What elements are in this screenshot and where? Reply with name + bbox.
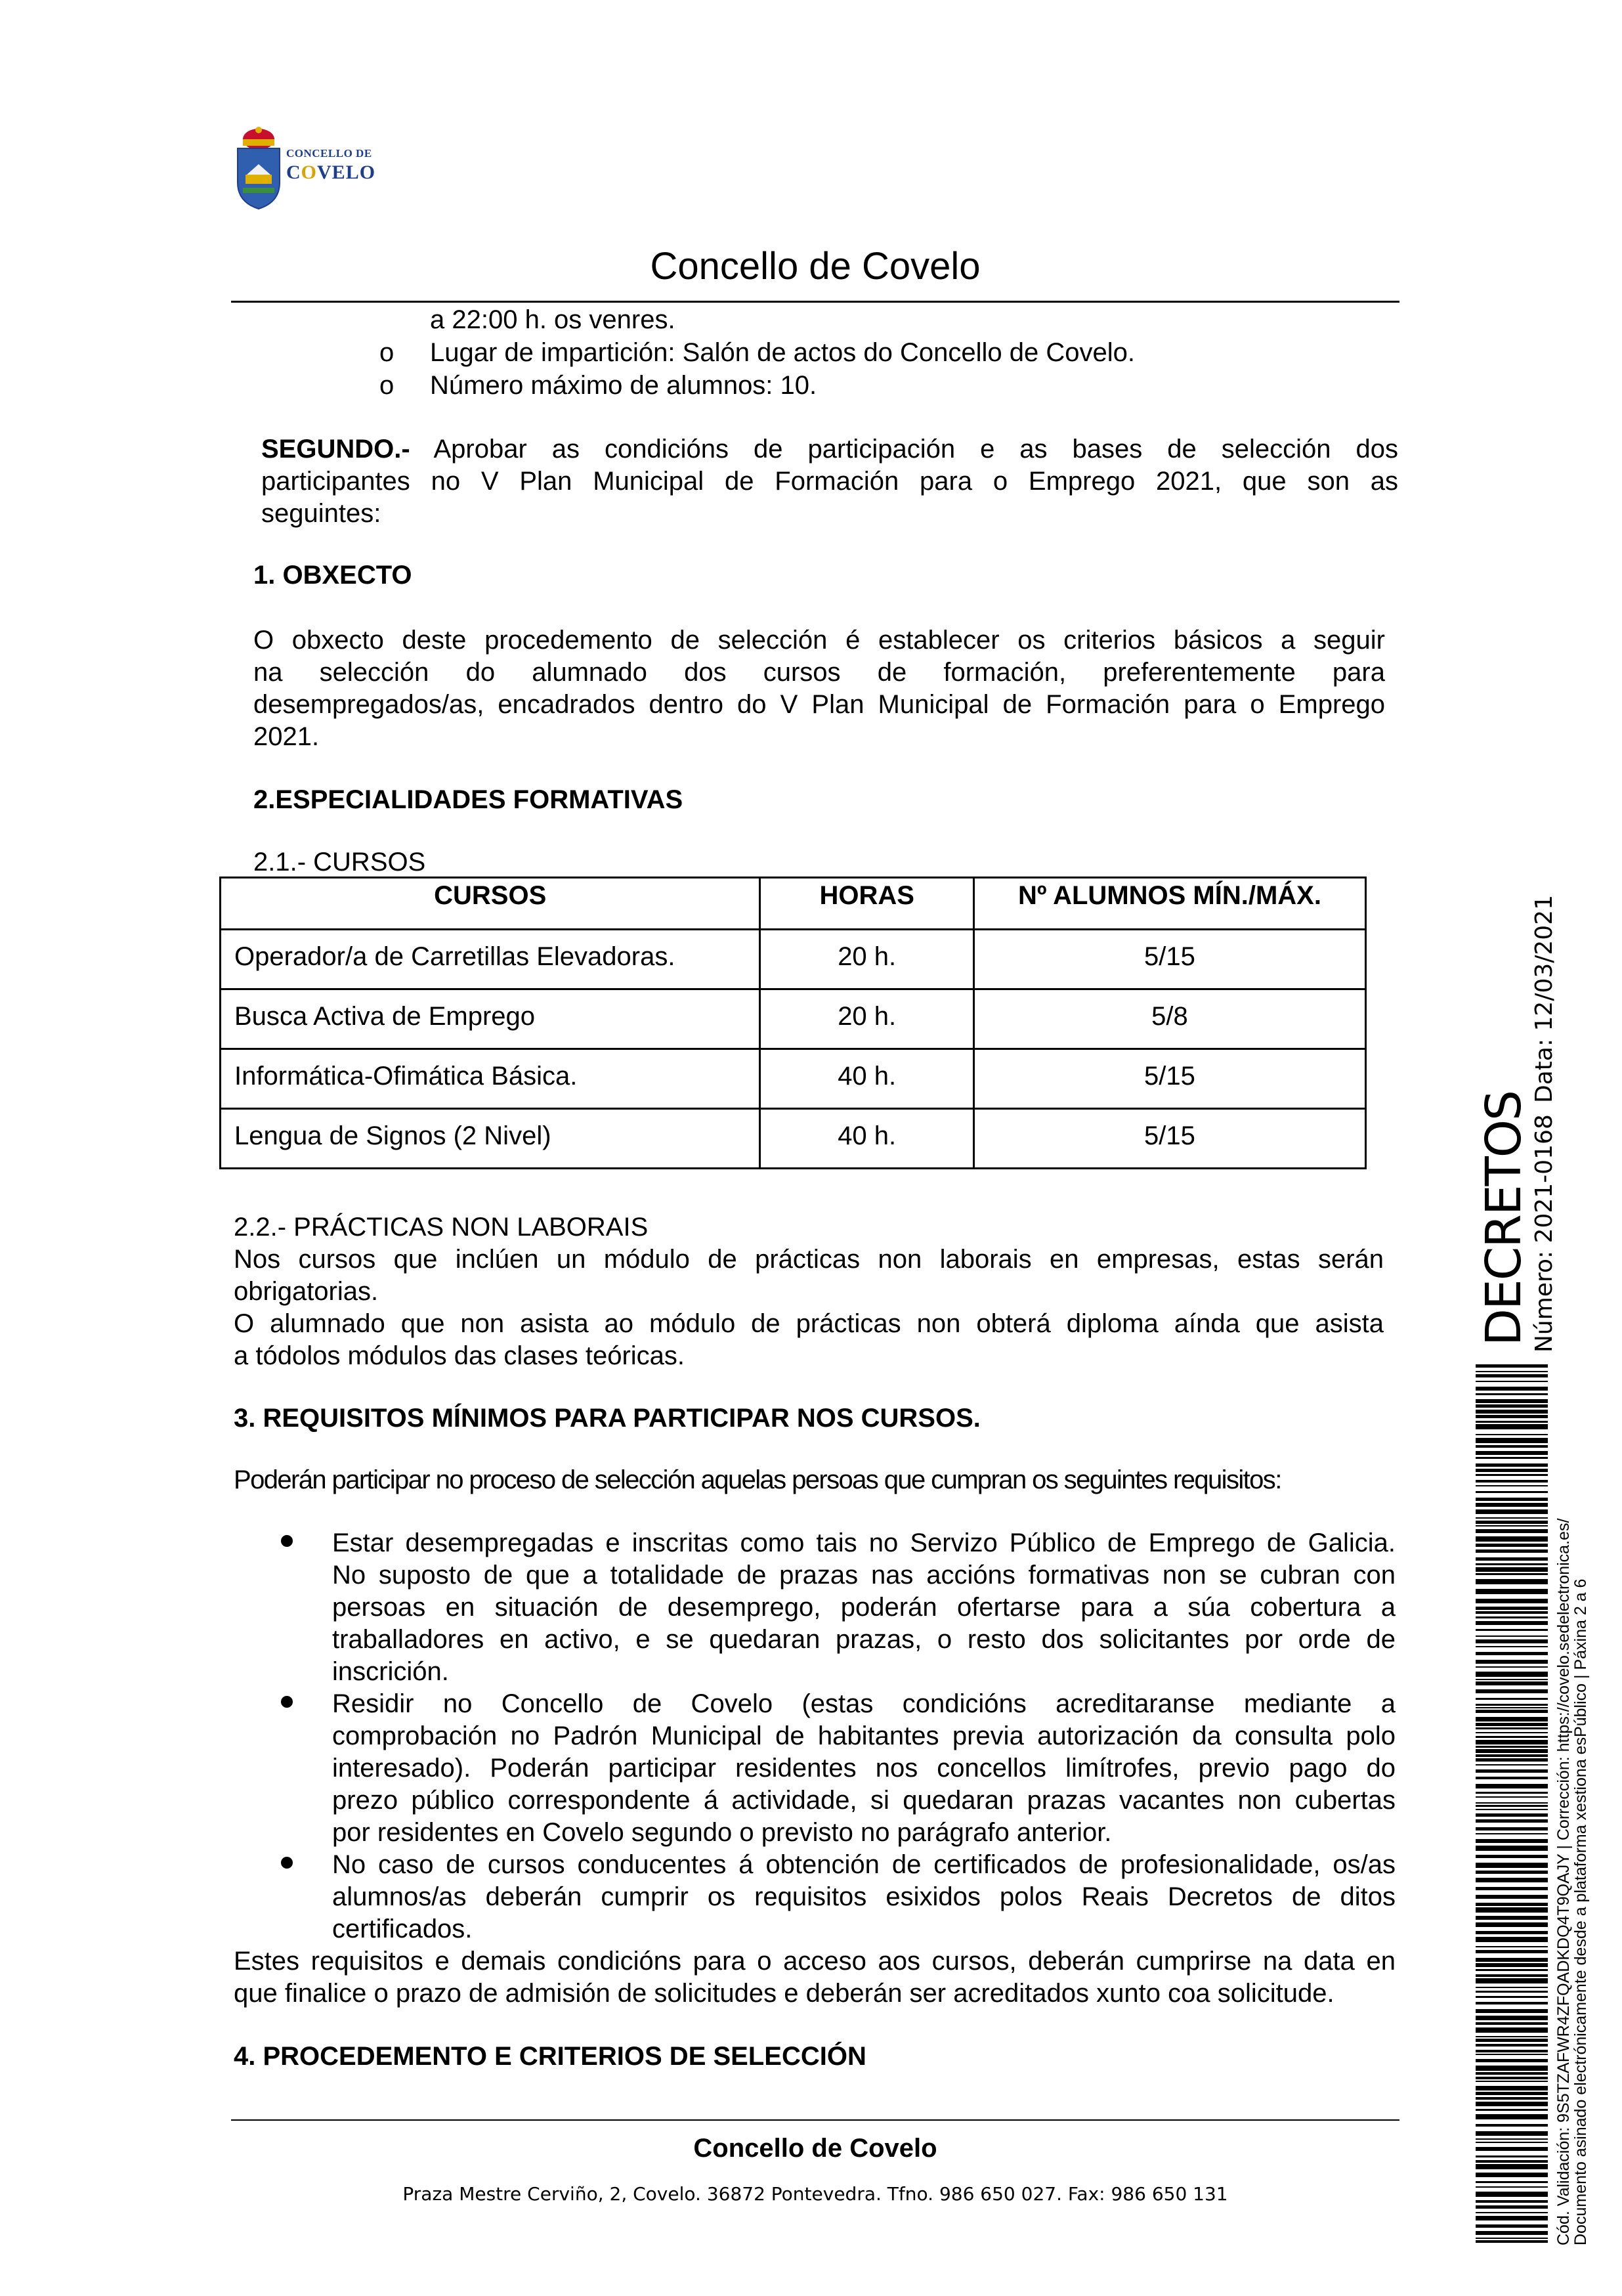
bullet-icon [281, 1696, 293, 1708]
barcode-bar [1476, 2216, 1548, 2220]
table-cell: Busca Activa de Emprego [221, 989, 760, 1049]
barcode-bar [1476, 2022, 1548, 2025]
barcode-bar [1476, 1732, 1548, 1733]
barcode-bar [1476, 2205, 1548, 2209]
barcode-bar [1476, 1809, 1548, 1810]
barcode-bar [1476, 1438, 1548, 1443]
bullet-line: certificados. [332, 1915, 473, 1943]
bullet-line: interesado). Poderán participar residentes nos concellos limítrofes, previo pago do [332, 1754, 1396, 1783]
practicas-line: obrigatorias. [234, 1277, 379, 1306]
obxecto-line: na selección do alumnado dos cursos de formación, preferentemente para [253, 658, 1385, 687]
barcode-bar [1476, 2142, 1548, 2143]
barcode-bar [1476, 1666, 1548, 1668]
subheading-practicas: 2.2.- PRÁCTICAS NON LABORAIS [234, 1213, 649, 1242]
table-cell: 5/15 [973, 1049, 1365, 1109]
barcode-bar [1476, 1974, 1548, 1977]
segundo-line3: seguintes: [261, 499, 381, 528]
barcode-bar [1476, 2044, 1548, 2047]
barcode-bar [1476, 2086, 1548, 2090]
barcode-bar [1476, 1813, 1548, 1817]
barcode-bar [1476, 2131, 1548, 2136]
barcode-bar [1476, 1549, 1548, 1553]
barcode-bar [1476, 1698, 1548, 1700]
table-cell: 5/8 [973, 989, 1365, 1049]
barcode-bar [1476, 1827, 1548, 1830]
bullet-line: prezo público correspondente á actividade, si quedaran prazas vacantes non cubertas [332, 1786, 1396, 1815]
barcode-bar [1476, 1660, 1548, 1664]
barcode-bar [1476, 1491, 1548, 1493]
barcode-bar [1476, 1599, 1548, 1603]
barcode-bar [1476, 1717, 1548, 1722]
table-cell: 5/15 [973, 1109, 1365, 1169]
barcode-bar [1476, 1469, 1548, 1472]
barcode-bar [1476, 2109, 1548, 2111]
barcode-bar [1476, 1907, 1548, 1913]
practicas-line: O alumnado que non asista ao módulo de prácticas non obterá diploma aínda que asista [234, 1309, 1384, 1338]
bullet-line: alumnos/as deberán cumprir os requisitos esixidos polos Reais Decretos de ditos [332, 1882, 1396, 1911]
obxecto-line: desempregados/as, encadrados dentro do V Plan Municipal de Formación para o Emprego [253, 690, 1385, 719]
barcode-bar [1476, 1480, 1548, 1483]
footer-title: Concello de Covelo [693, 2134, 937, 2163]
barcode-bar [1476, 1485, 1548, 1486]
barcode-bar [1476, 1652, 1548, 1655]
concello-logo [234, 122, 404, 221]
table-row [221, 989, 1366, 1049]
barcode-bar [1476, 1802, 1548, 1804]
barcode-bar [1476, 1563, 1548, 1565]
barcode-bar [1476, 1754, 1548, 1757]
bullet-line: inscrición. [332, 1657, 449, 1686]
barcode-bar [1476, 2212, 1548, 2213]
bullet-line: por residentes en Covelo segundo o previsto no parágrafo anterior. [332, 1818, 1112, 1847]
table-cell: 40 h. [760, 1049, 974, 1109]
table-row [221, 930, 1366, 989]
barcode-bar [1476, 1381, 1548, 1382]
header-rule [231, 301, 1399, 303]
barcode-bar [1476, 1457, 1548, 1459]
barcode-bar [1476, 2009, 1548, 2013]
barcode-bar [1476, 1387, 1548, 1391]
list-item: Lugar de impartición: Salón de actos do Concello de Covelo. [430, 338, 1135, 367]
barcode-bar [1476, 1963, 1548, 1967]
practicas-line: a tódolos módulos das clases teóricas. [234, 1341, 685, 1370]
barcode-bar [1476, 1521, 1548, 1524]
column-header: Nº ALUMNOS MÍN./MÁX. [973, 878, 1365, 930]
logo-line1: CONCELLO DE [286, 147, 372, 160]
barcode-bar [1476, 1950, 1548, 1953]
barcode-bar [1476, 1746, 1548, 1748]
barcode-bar [1476, 1404, 1548, 1408]
barcode-bar [1476, 1710, 1548, 1713]
barcode-bar [1476, 1758, 1548, 1762]
barcode-bar [1476, 1463, 1548, 1467]
barcode-bar [1476, 1805, 1548, 1807]
barcode-bar [1476, 2092, 1548, 2095]
barcode-bar [1476, 1916, 1548, 1920]
bullet-icon [281, 1857, 293, 1869]
section-heading-requisitos: 3. REQUISITOS MÍNIMOS PARA PARTICIPAR NOS CURSOS. [234, 1404, 981, 1433]
footer-address: Praza Mestre Cerviño, 2, Covelo. 36872 Pontevedra. Tfno. 986 650 027. Fax: 986 650 131 [402, 2183, 1228, 2205]
table-header-row [221, 878, 1366, 930]
barcode-bar [1476, 2097, 1548, 2100]
bullet-icon [281, 1535, 293, 1547]
barcode-bar [1476, 1517, 1548, 1519]
barcode-bar [1476, 2173, 1548, 2177]
barcode-bar [1476, 1833, 1548, 1834]
practicas-line: Nos cursos que inclúen un módulo de prácticas non laborais en empresas, estas serán [234, 1245, 1384, 1274]
barcode-bar [1476, 1629, 1548, 1631]
column-header: CURSOS [221, 878, 760, 930]
barcode-bar [1476, 1589, 1548, 1594]
barcode-bar [1476, 2077, 1548, 2079]
barcode-bar [1476, 1635, 1548, 1637]
barcode-bar [1476, 2102, 1548, 2106]
barcode-bar [1476, 2072, 1548, 2075]
section-heading-procedemento: 4. PROCEDEMENTO E CRITERIOS DE SELECCIÓN [234, 2042, 866, 2071]
section-heading-especialidades: 2.ESPECIALIDADES FORMATIVAS [253, 785, 683, 814]
barcode-bar [1476, 2081, 1548, 2082]
barcode-bar [1476, 1937, 1548, 1942]
barcode-bar [1476, 1544, 1548, 1547]
stamp-data: Data: 12/03/2021 [1531, 894, 1558, 1103]
barcode-bar [1476, 1996, 1548, 1998]
barcode-bar [1476, 1607, 1548, 1610]
barcode-bar [1476, 1723, 1548, 1726]
bullet-line: persoas en situación de desemprego, poderán ofertarse para a súa cobertura a [332, 1593, 1396, 1622]
bullet-line: No caso de cursos conducentes á obtención de certificados de profesionalidade, os/as [332, 1850, 1396, 1879]
barcode-bar [1476, 1969, 1548, 1971]
barcode-bar [1476, 1863, 1548, 1868]
list-marker: o [379, 338, 395, 367]
table-cell: 5/15 [973, 930, 1365, 989]
table-cell: Operador/a de Carretillas Elevadoras. [221, 930, 760, 989]
barcode-bar [1476, 1740, 1548, 1744]
table-cell: 20 h. [760, 989, 974, 1049]
barcode-bar [1476, 1764, 1548, 1765]
barcode-bar [1476, 1557, 1548, 1561]
barcode-bar [1476, 1451, 1548, 1455]
barcode-bar [1476, 1796, 1548, 1798]
barcode-bar [1476, 2164, 1548, 2169]
barcode-bar [1476, 1567, 1548, 1572]
barcode-bar [1476, 1672, 1548, 1677]
barcode-bar [1476, 1895, 1548, 1899]
barcode-bar [1476, 1525, 1548, 1527]
section-heading-obxecto: 1. OBXECTO [253, 561, 412, 590]
requisitos-intro: Poderán participar no proceso de selección aquelas persoas que cumpran os seguintes requisitos: [234, 1465, 1281, 1494]
barcode-bar [1476, 1371, 1548, 1372]
table-cell: Informática-Ofimática Básica. [221, 1049, 760, 1109]
barcode-bar [1476, 1689, 1548, 1693]
barcode-bar [1476, 1749, 1548, 1753]
barcode-bar [1476, 1374, 1548, 1377]
barcode-bar [1476, 1529, 1548, 1533]
bullet-line: comprobación no Padrón Municipal de habitantes previa autorización da consulta polo [332, 1722, 1396, 1750]
barcode-bar [1476, 1399, 1548, 1403]
requisitos-closing: Estes requisitos e demais condicións para o acceso aos cursos, deberán cumprirse na data en [234, 1947, 1396, 1976]
barcode-bar [1476, 1819, 1548, 1823]
barcode-bar [1476, 1573, 1548, 1575]
segundo-label: SEGUNDO.- [261, 435, 410, 464]
list-marker: o [379, 371, 395, 400]
coat-of-arms-icon [234, 126, 284, 213]
barcode-bar [1476, 1978, 1548, 1983]
obxecto-line: O obxecto deste procedemento de selección é establecer os criterios básicos a seguir [253, 626, 1385, 655]
stamp-validation: Cód. Validación: 9S5TZAFWR4ZFQADKDQ4T9QAJY | Corrección: https://covelo.sedelectronica.es/ [1554, 1518, 1573, 2245]
barcode-bar [1476, 1903, 1548, 1906]
barcode-bar [1476, 1410, 1548, 1414]
barcode-bar [1476, 1887, 1548, 1890]
barcode-bar [1476, 1509, 1548, 1514]
barcode-bar [1476, 1364, 1548, 1368]
segundo-line1: SEGUNDO.- Aprobar as condicións de participación e as bases de selección dos [261, 435, 1398, 464]
barcode-bar [1476, 2231, 1548, 2235]
barcode-bar [1476, 2186, 1548, 2188]
barcode-bar [1476, 1987, 1548, 1988]
barcode-bar [1476, 2238, 1548, 2239]
barcode-bar [1476, 1839, 1548, 1843]
barcode-bar [1476, 1503, 1548, 1507]
barcode-bar [1476, 1792, 1548, 1794]
table-cell: Lengua de Signos (2 Nivel) [221, 1109, 760, 1169]
barcode-bar [1476, 2114, 1548, 2119]
barcode-bar [1476, 2181, 1548, 2183]
barcode-bar [1476, 1846, 1548, 1851]
barcode-bar [1476, 1646, 1548, 1647]
barcode-bar [1476, 1707, 1548, 1708]
barcode-bar [1476, 1991, 1548, 1993]
barcode-bar [1476, 1871, 1548, 1874]
table-row [221, 1109, 1366, 1169]
barcode-bar [1476, 1736, 1548, 1738]
barcode-bar [1476, 1393, 1548, 1395]
barcode-bar [1476, 1958, 1548, 1962]
barcode-bar [1476, 2138, 1548, 2140]
barcode-bar [1476, 1784, 1548, 1788]
barcode-bar [1476, 2036, 1548, 2037]
subheading-cursos: 2.1.- CURSOS [253, 848, 426, 877]
barcode-bar [1476, 1922, 1548, 1927]
barcode-bar [1476, 1498, 1548, 1501]
intro-line: a 22:00 h. os venres. [430, 305, 675, 334]
barcode-bar [1476, 2016, 1548, 2020]
barcode-bar [1476, 1931, 1548, 1934]
barcode-bar [1476, 1536, 1548, 1542]
barcode-bar [1476, 1681, 1548, 1685]
barcode-bar [1476, 2027, 1548, 2033]
barcode-bar [1476, 2224, 1548, 2228]
barcode-bar [1476, 1621, 1548, 1625]
table-row [221, 1049, 1366, 1109]
barcode-bar [1476, 1704, 1548, 1706]
logo-line2: COVELO [286, 162, 376, 183]
barcode-bar [1476, 1639, 1548, 1643]
barcode-bar [1476, 2240, 1548, 2243]
obxecto-line: 2021. [253, 722, 320, 751]
requisitos-closing: que finalice o prazo de admisión de solicitudes e deberán ser acreditados xunto coa solicitude. [234, 1979, 1334, 2008]
barcode-bar [1476, 1679, 1548, 1680]
barcode-bar [1476, 2050, 1548, 2052]
bullet-line: No suposto de que a totalidade de prazas nas accións formativas non se cubran con [332, 1561, 1396, 1590]
barcode-bar [1476, 1474, 1548, 1476]
barcode-bar [1476, 1445, 1548, 1448]
barcode-bar [1476, 2002, 1548, 2004]
barcode-bar [1476, 1579, 1548, 1584]
barcode-bar [1476, 1727, 1548, 1729]
barcode-bar [1476, 1777, 1548, 1779]
barcode-bar [1476, 2192, 1548, 2197]
barcode-bar [1476, 1611, 1548, 1614]
barcode-bar [1476, 1421, 1548, 1423]
footer-rule [231, 2119, 1399, 2121]
barcode-bar [1476, 2160, 1548, 2163]
barcode-bar [1476, 1424, 1548, 1429]
barcode-bar [1476, 2054, 1548, 2055]
barcode-icon [1476, 1364, 1548, 2244]
barcode-bar [1476, 2155, 1548, 2157]
column-header: HORAS [760, 878, 974, 930]
table-cell: 40 h. [760, 1109, 974, 1169]
barcode-bar [1476, 1415, 1548, 1418]
segundo-line2: participantes no V Plan Municipal de Formación para o Emprego 2021, que son as [261, 467, 1398, 496]
bullet-line: Estar desempregadas e inscritas como tais no Servizo Público de Emprego de Galicia. [332, 1528, 1396, 1557]
barcode-bar [1476, 2039, 1548, 2042]
table-cell: 20 h. [760, 930, 974, 989]
barcode-bar [1476, 1769, 1548, 1773]
list-item: Número máximo de alumnos: 10. [430, 371, 817, 400]
bullet-line: traballadores en activo, e se quedaran prazas, o resto dos solicitantes por orde de [332, 1625, 1396, 1654]
stamp-decretos: DECRETOS [1476, 1091, 1532, 1346]
barcode-bar [1476, 1616, 1548, 1618]
barcode-bar [1476, 1855, 1548, 1858]
courses-table [219, 877, 1367, 1169]
header-title: Concello de Covelo [650, 245, 981, 288]
bullet-line: Residir no Concello de Covelo (estas condicións acreditaranse mediante a [332, 1689, 1396, 1718]
barcode-bar [1476, 2147, 1548, 2151]
stamp-numero: Número: 2021-0168 [1531, 1114, 1558, 1353]
stamp-document-info: Documento asinado electrónicamente desde a plataforma xestiona esPúblico | Páxina 2 a 6 [1571, 1578, 1590, 2245]
barcode-bar [1476, 2066, 1548, 2071]
barcode-bar [1476, 2059, 1548, 2062]
barcode-bar [1476, 2200, 1548, 2203]
barcode-bar [1476, 2124, 1548, 2127]
barcode-bar [1476, 1946, 1548, 1947]
barcode-bar [1476, 1878, 1548, 1882]
barcode-bar [1476, 1434, 1548, 1435]
